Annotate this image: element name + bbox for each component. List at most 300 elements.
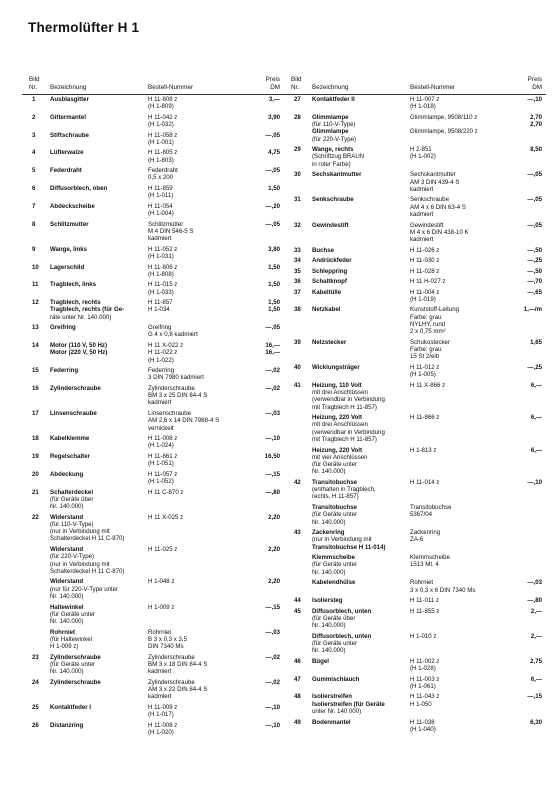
row-price — [506, 382, 542, 389]
row-price — [506, 247, 542, 254]
row-part-line: M 4 DIN 546-5 S — [148, 227, 194, 235]
row-name — [312, 676, 410, 683]
row-price-value: 6,— — [530, 675, 542, 683]
row-price-value: —,03 — [265, 628, 280, 636]
row-name-line: Widerstand — [50, 546, 84, 553]
row-part-line: Gewindestift — [410, 221, 444, 229]
row-name-line: Heizung, 110 Volt — [312, 381, 362, 389]
row-part-line: (H 1-808) — [148, 270, 174, 278]
row-name-line: Abdeckscheibe — [50, 202, 95, 210]
row-name-line: Diffusorblech, unten — [312, 632, 372, 640]
row-name-line: mit drei Anschlüssen — [312, 421, 368, 429]
row-part-number — [410, 364, 508, 379]
row-number: 21 — [32, 488, 39, 496]
row-part-line: (H 1-024) — [148, 442, 174, 450]
row-part-line: H 1-813 z — [410, 446, 437, 454]
row-price — [244, 324, 280, 331]
row-name-line: Transitobuchse — [312, 504, 358, 511]
row-part-line: (H 1-017) — [148, 711, 174, 719]
row-name — [50, 132, 148, 139]
row-number: 26 — [32, 721, 39, 729]
row-part-line: H 11-866 z — [410, 414, 440, 422]
row-price — [244, 679, 280, 686]
header-part: Bestell-Nummer — [410, 83, 456, 91]
row-part-number — [410, 382, 508, 389]
row-name — [50, 604, 148, 626]
row-part-number — [148, 221, 246, 243]
row-part-line: H 11-012 z — [410, 363, 440, 371]
row-name — [50, 246, 148, 253]
row-part-number — [410, 414, 508, 421]
row-price — [244, 246, 280, 253]
row-part-line: H 11-007 z — [410, 96, 440, 103]
row-name-line: Schaltknopf — [312, 278, 347, 286]
row-part-line: 0,5 x 200 — [148, 174, 174, 182]
row-name — [50, 167, 148, 174]
row-price — [506, 693, 542, 700]
row-name-line: Zackenring — [312, 529, 345, 537]
row-name-line: Isolierstreifen — [312, 693, 352, 701]
row-name-line: Kontaktfeder I — [50, 703, 91, 711]
row-name-line: Kabeltülle — [312, 288, 342, 296]
row-name-line: Nr. 140.000) — [312, 647, 346, 655]
row-name-line: Netzkabel — [312, 306, 341, 314]
row-price-value: 6,— — [530, 381, 542, 389]
row-name-line: Federdraht — [50, 167, 82, 175]
row-price-value: 1,65 — [530, 338, 542, 346]
row-number: 35 — [294, 267, 301, 275]
row-price-value: 3,— — [268, 96, 280, 103]
row-number: 12 — [32, 299, 39, 307]
row-part-line: B 3 x 0,3 x 3,5 — [148, 635, 187, 643]
row-name — [312, 579, 410, 586]
row-price — [506, 146, 542, 153]
row-number: 27 — [294, 96, 301, 103]
row-name — [312, 96, 410, 103]
row-name-line: H 1-009 z) — [50, 643, 79, 651]
row-part-line: ZA-6 — [410, 536, 424, 544]
row-name-line: Sechskantmutter — [312, 171, 362, 179]
row-price-value: —,05 — [265, 324, 280, 332]
row-part-line: G 4 x 0,8 kadmiert — [148, 331, 198, 339]
row-name — [312, 554, 410, 576]
row-name-line: Nr. 140.000) — [50, 592, 84, 600]
row-part-line: H 11-025 z — [148, 546, 178, 553]
row-name-line: Lagerschild — [50, 263, 85, 271]
row-price-value: —,02 — [265, 384, 280, 392]
row-name — [312, 504, 410, 526]
row-number: 18 — [32, 435, 39, 443]
row-name-line: Lüfterwalze — [50, 149, 84, 157]
row-number: 13 — [32, 324, 39, 332]
row-part-line: H 11-003 z — [410, 675, 440, 683]
row-number: 48 — [294, 693, 301, 701]
row-name-line: Kabelklemme — [50, 435, 90, 443]
row-name — [312, 339, 410, 346]
row-part-line: H 11-002 z — [410, 657, 440, 665]
row-number: 33 — [294, 246, 301, 254]
row-price — [244, 471, 280, 478]
row-part-number — [410, 196, 508, 218]
row-number: 8 — [32, 220, 36, 228]
row-part-line: H 1-050 — [410, 700, 432, 708]
row-part-number — [148, 604, 246, 611]
row-part-line: (H 1-005) — [410, 371, 436, 379]
row-part-number — [148, 435, 246, 450]
row-price — [244, 264, 280, 271]
row-part-line: H 11-857 — [148, 299, 173, 307]
row-part-line: (H 1-019) — [410, 295, 436, 303]
row-name-line: Isoliersteg — [312, 597, 343, 605]
row-price — [244, 114, 280, 121]
row-price — [506, 306, 542, 313]
row-name-line: Buchse — [312, 246, 335, 254]
row-number: 3 — [32, 131, 36, 139]
row-price-value: 2,70 — [530, 113, 542, 121]
row-part-number — [148, 514, 246, 521]
row-name-line: Schalterdeckel — [50, 488, 94, 496]
row-price — [244, 367, 280, 374]
row-part-number — [148, 629, 246, 651]
row-name — [50, 489, 148, 511]
row-part-number — [410, 479, 508, 486]
row-price-value: —,03 — [527, 579, 542, 587]
row-name-line: (nur in Verbindung mit — [312, 536, 372, 544]
row-name-line: (für Geräte unter — [312, 511, 358, 519]
row-name-line: Abdeckung — [50, 470, 84, 478]
row-part-number — [410, 676, 508, 691]
row-price — [506, 96, 542, 103]
row-part-line: (H 1-051) — [148, 460, 174, 468]
row-number: 39 — [294, 338, 301, 346]
row-part-line — [410, 121, 508, 128]
row-part-line: H 11 H-027 z — [410, 278, 446, 286]
row-part-line: H 11-009 z — [148, 703, 178, 711]
row-price — [244, 221, 280, 228]
row-number: 7 — [32, 202, 36, 210]
row-price-value: —,02 — [265, 367, 280, 375]
row-number: 2 — [32, 113, 36, 121]
row-price-value: 6,— — [530, 446, 542, 454]
row-price-value: —,05 — [527, 196, 542, 204]
row-name-line: mit Tragblech H 11-857) — [312, 435, 377, 443]
row-name — [312, 447, 410, 476]
row-price-value: —,70 — [527, 278, 542, 286]
row-price-value: —,15 — [265, 603, 280, 611]
row-name-line: Isolierstreifen (für Geräte — [312, 700, 385, 708]
row-part-line: Klemmscheibe — [410, 554, 450, 562]
row-price-value: —,05 — [265, 131, 280, 139]
row-part-number — [148, 114, 246, 129]
row-part-line: H 11-808 z — [148, 96, 178, 103]
row-name — [312, 364, 410, 371]
row-part-number — [148, 342, 246, 364]
row-name — [50, 629, 148, 651]
row-part-line: (H 1-020) — [148, 728, 174, 736]
row-price — [244, 435, 280, 442]
row-name-line: (nur in Verbindung mit — [50, 528, 110, 536]
row-name — [50, 324, 148, 331]
row-part-line: Kunststoff-Leitung — [410, 306, 460, 314]
row-part-number — [410, 693, 508, 708]
row-part-line: H 11 C-870 z — [148, 488, 184, 496]
row-name-line: Zylinderschraube — [50, 653, 101, 661]
row-part-line: Senkschraube — [410, 196, 449, 204]
row-name-line: Transitobuchse — [312, 478, 358, 486]
row-part-line: H 11-030 z — [410, 257, 440, 265]
row-price-value: 1,50 — [268, 299, 280, 307]
row-name — [50, 453, 148, 460]
row-part-number — [148, 654, 246, 676]
row-part-line: AM 2,6 x 14 DIN 7988-4 S — [148, 417, 220, 425]
row-name-line: Nr. 140.000) — [312, 622, 346, 630]
row-part-line: (H 1-018) — [410, 103, 436, 111]
row-price — [506, 171, 542, 178]
row-price-value: —,05 — [527, 171, 542, 179]
row-name-line: (Schriftzug BRAUN — [312, 153, 365, 161]
row-name-line: mit drei Anschlüssen — [312, 388, 368, 396]
row-price-value: 16,— — [265, 342, 280, 349]
row-part-line: H 2-851 — [410, 146, 432, 154]
row-part-line: H 11-859 — [148, 185, 173, 192]
row-price — [506, 414, 542, 421]
row-price — [506, 579, 542, 586]
row-number: 38 — [294, 306, 301, 314]
row-name-line: Motor (110 V, 50 Hz) — [50, 342, 108, 349]
row-part-number — [148, 281, 246, 296]
row-number: 29 — [294, 146, 301, 154]
row-name-line: Klemmscheibe — [312, 554, 356, 562]
row-price — [244, 410, 280, 417]
row-price — [506, 597, 542, 604]
row-part-line: H 11-038 — [410, 718, 435, 726]
row-part-line: H 11-043 z — [410, 693, 440, 701]
row-name — [312, 278, 410, 285]
row-part-number — [148, 704, 246, 719]
row-name — [312, 306, 410, 313]
row-part-line: Zylinderschraube — [148, 653, 195, 661]
row-part-number — [410, 658, 508, 673]
row-name — [312, 171, 410, 178]
row-part-number — [410, 268, 508, 275]
row-name — [50, 578, 148, 600]
row-part-line: (H 1-004) — [148, 210, 174, 218]
row-price — [506, 257, 542, 264]
row-price — [244, 281, 280, 288]
row-price-value: 1,—/m — [523, 306, 542, 314]
row-part-line: (H 1-002) — [410, 153, 436, 161]
row-price — [506, 339, 542, 346]
row-number: 25 — [32, 703, 39, 711]
row-part-number — [148, 471, 246, 486]
row-part-number — [410, 289, 508, 304]
row-name — [312, 222, 410, 229]
row-name — [50, 114, 148, 121]
row-name-line: Schlitzmutter — [50, 220, 89, 228]
row-name — [312, 196, 410, 203]
row-name — [312, 693, 410, 715]
row-part-number — [148, 203, 246, 218]
row-name-line: Heizung, 220 Volt — [312, 446, 362, 454]
row-part-line: H 11-008 z — [148, 435, 178, 443]
row-part-line: kadmiert — [410, 210, 434, 218]
row-part-line: H 11-052 z — [148, 245, 178, 253]
row-name-line: Senkschraube — [312, 196, 354, 204]
row-name-line: Andrückfeder — [312, 257, 352, 265]
row-name-line: Netzstecker — [312, 338, 347, 346]
row-price — [244, 453, 280, 460]
row-part-number — [410, 339, 508, 361]
row-part-line: 3 DIN 7980 kadmiert — [148, 374, 204, 382]
row-name-line: rechts, H 11-857) — [312, 493, 359, 501]
row-part-line: Federdraht — [148, 167, 178, 175]
row-part-line: H 11-011 z — [410, 597, 439, 605]
row-name — [50, 679, 148, 686]
row-part-line: (H 1-809) — [148, 103, 174, 111]
row-name-line: (enthalten in Tragblech, — [312, 486, 376, 494]
row-number: 24 — [32, 678, 39, 686]
row-part-number — [148, 546, 246, 553]
row-part-line: Farbe: grau — [410, 346, 442, 354]
row-name-line: (für 110-V-Type) — [312, 121, 356, 129]
row-price — [506, 268, 542, 275]
row-name — [312, 414, 410, 443]
row-part-line: Zylinderschraube — [148, 678, 195, 686]
row-part-number — [148, 185, 246, 200]
row-part-line: Zylinderschraube — [148, 384, 195, 392]
row-price-value: —,80 — [265, 488, 280, 496]
row-name — [312, 658, 410, 665]
row-name-line: Nr. 140.000) — [50, 503, 84, 511]
row-price-value: —,80 — [527, 597, 542, 605]
parts-table-right — [284, 70, 546, 733]
row-part-line: (H 1-011) — [148, 192, 174, 200]
row-name-line: (verwendbar in Verbindung — [312, 396, 385, 404]
row-number: 30 — [294, 171, 301, 179]
row-name-line: (für Haltewinkel — [50, 635, 92, 643]
row-name — [50, 704, 148, 711]
row-name — [312, 114, 410, 143]
row-part-number — [410, 306, 508, 335]
row-part-number — [410, 114, 508, 136]
row-part-number — [410, 257, 508, 264]
row-price — [244, 385, 280, 392]
row-price-value: —,15 — [527, 693, 542, 701]
row-name-line: Schalterdeckel H 11 C-870) — [50, 535, 125, 543]
row-part-number — [148, 489, 246, 496]
row-price-value: —,10 — [265, 703, 280, 711]
row-part-line: Sechskantmutter — [410, 171, 456, 179]
row-number: 34 — [294, 257, 301, 265]
row-price-value: 1,50 — [268, 281, 280, 289]
row-part-line: (H 1-061) — [410, 682, 436, 690]
row-price-value: 8,50 — [530, 146, 542, 154]
row-part-line: H 11-057 z — [148, 470, 178, 478]
row-part-line: Glimmlampe, 9508/220 z — [410, 128, 478, 136]
row-part-line: H 11-014 z — [410, 478, 440, 486]
row-price-value: —,10 — [265, 435, 280, 443]
row-part-line: H 11-805 z — [148, 149, 178, 157]
row-number: 45 — [294, 607, 301, 615]
row-price — [506, 278, 542, 285]
row-part-line: H 11-058 z — [148, 131, 178, 139]
row-price-value: —,05 — [265, 167, 280, 175]
row-name-line: Haltewinkel — [50, 603, 84, 611]
row-name-line: Motor (220 V, 50 Hz) — [50, 349, 108, 357]
row-name-line: (für Geräte über — [312, 614, 356, 622]
row-part-number — [410, 504, 508, 519]
row-number: 41 — [294, 381, 301, 389]
row-name — [50, 342, 148, 357]
row-part-line: M 4 x 6 DIN 438-10 K — [410, 228, 469, 236]
row-part-line: Linsenschraube — [148, 410, 192, 417]
row-price — [244, 342, 280, 357]
row-name-line: Distanzring — [50, 721, 84, 729]
row-name-line: Gummischlauch — [312, 675, 360, 683]
row-part-line: kadmiert — [148, 668, 172, 676]
row-part-line: vernickelt — [148, 424, 174, 432]
row-price-value: —,03 — [265, 410, 280, 417]
row-number: 14 — [32, 342, 39, 349]
row-name-line: Tragblech, rechts — [50, 299, 101, 307]
row-price-value: 3,80 — [268, 245, 280, 253]
row-part-number — [148, 246, 246, 261]
row-price — [244, 654, 280, 661]
row-part-line: H 11-042 z — [148, 113, 178, 121]
row-part-line: (H 1-031) — [148, 252, 174, 260]
row-price-value: 2,— — [530, 607, 542, 615]
row-name-line: Transitobuchse H 11-014) — [312, 543, 386, 551]
row-number: 9 — [32, 245, 36, 253]
row-part-line: kadmiert — [410, 185, 434, 193]
row-part-line: DIN 7340 Ms — [148, 643, 184, 651]
row-name-line: Tragblech, links — [50, 281, 97, 289]
row-price — [244, 546, 280, 553]
row-name — [312, 289, 410, 296]
row-price — [506, 676, 542, 683]
row-number: 40 — [294, 363, 301, 371]
row-name-line: (für Geräte unter — [312, 561, 358, 569]
row-price-value: 2,75 — [530, 657, 542, 665]
row-price — [244, 96, 280, 103]
row-part-number — [410, 529, 508, 544]
row-name-line: Nr. 140.000) — [312, 468, 346, 476]
row-part-number — [410, 633, 508, 640]
row-name-line: mit Tragblech H 11-857) — [312, 403, 377, 411]
row-part-line: BM 3 x 25 DIN 84-4 S — [148, 392, 208, 400]
row-part-line: H 11 X-866 z — [410, 381, 446, 389]
row-price-value: —,20 — [265, 202, 280, 210]
row-part-line: H 11-015 z — [148, 281, 178, 289]
row-part-line: H 1-034 — [148, 306, 170, 314]
row-part-number — [410, 96, 508, 111]
row-part-number — [148, 722, 246, 737]
row-name-line: Nr. 140.000) — [50, 668, 84, 676]
row-price-value: —,10 — [527, 96, 542, 103]
row-part-line: kadmiert — [410, 236, 434, 244]
row-name — [50, 514, 148, 543]
row-number: 11 — [32, 281, 39, 289]
page-title: Thermolüfter H 1 — [28, 20, 140, 35]
row-part-number — [410, 247, 508, 254]
row-price-value: 6,— — [530, 414, 542, 422]
row-name-line: unter Nr. 140 000) — [312, 707, 362, 715]
row-number: 37 — [294, 288, 301, 296]
row-name-line: Zylinderschraube — [50, 678, 101, 686]
row-part-number — [148, 367, 246, 382]
row-name — [50, 722, 148, 729]
row-price — [506, 447, 542, 454]
